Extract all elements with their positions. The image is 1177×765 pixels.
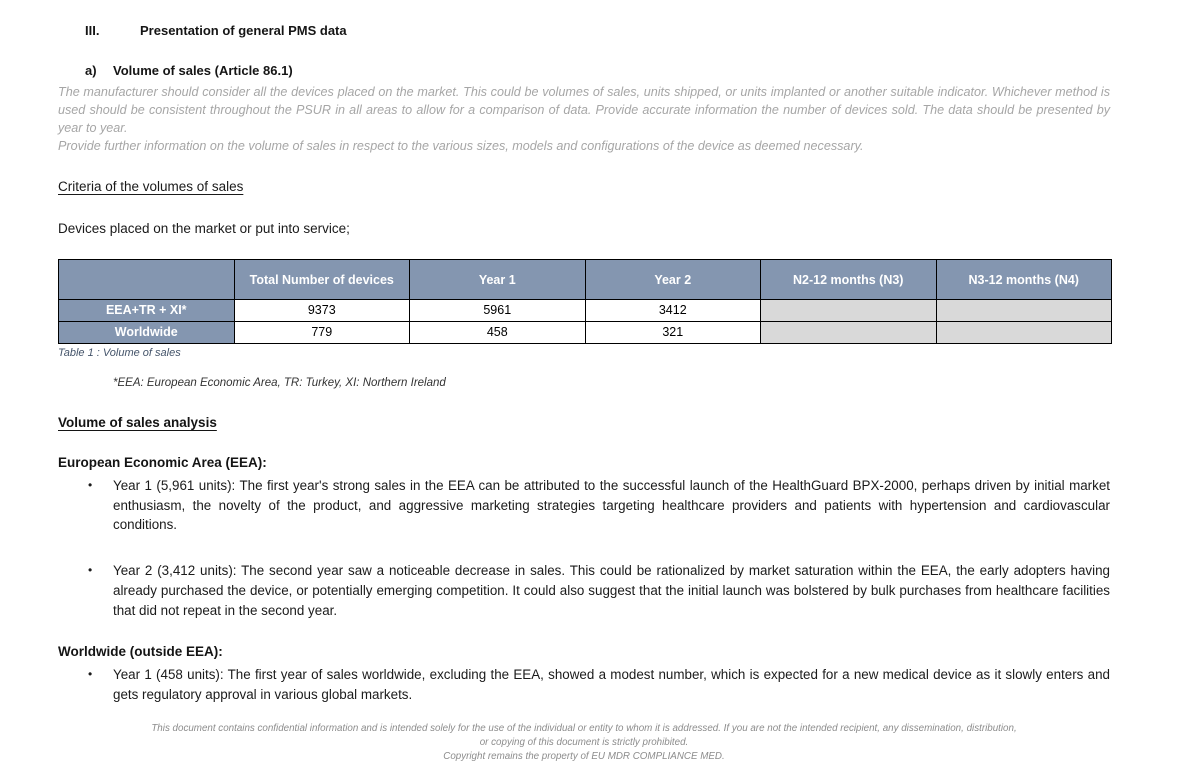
row-label-eea: EEA+TR + XI* bbox=[59, 300, 235, 322]
eea-section-heading: European Economic Area (EEA): bbox=[58, 455, 267, 470]
volume-of-sales-table bbox=[58, 259, 1112, 344]
table-header-blank bbox=[59, 260, 235, 300]
table-header-row bbox=[59, 260, 1112, 300]
footer-line-3: Copyright remains the property of EU MDR COMPLIANCE MED. bbox=[443, 751, 725, 763]
bullet-text: Year 1 (5,961 units): The first year's strong sales in the EEA can be attributed to the successful launch of the HealthGuard BPX-2000, perhaps driven by initial market enthusiasm, the novelty of the product, and aggressive marketing strategies targeting healthcare providers and patients with hypertension and cardiovascular conditions. bbox=[113, 478, 1110, 533]
table-header-n3: N2-12 months (N3) bbox=[761, 260, 937, 300]
bullet-icon: • bbox=[88, 478, 93, 492]
footer-line-1: This document contains confidential information and is intended solely for the use of the individual or entity to whom it is addressed. If you are not the intended recipient, any dissemination, distribution, bbox=[151, 722, 1017, 734]
cell-ww-year2: 321 bbox=[585, 322, 761, 344]
list-item-eea-year1 bbox=[58, 476, 1110, 535]
subsection-title: Volume of sales (Article 86.1) bbox=[113, 63, 293, 78]
section-title: Presentation of general PMS data bbox=[140, 23, 347, 38]
list-item-eea-year2 bbox=[58, 561, 1110, 620]
row-label-worldwide: Worldwide bbox=[59, 322, 235, 344]
section-number: III. bbox=[85, 23, 100, 38]
table-footnote: *EEA: European Economic Area, TR: Turkey, XI: Northern Ireland bbox=[113, 377, 446, 389]
table-header-total-devices: Total Number of devices bbox=[234, 260, 410, 300]
cell-eea-n3 bbox=[761, 300, 937, 322]
cell-ww-year1: 458 bbox=[410, 322, 586, 344]
bullet-icon: • bbox=[88, 563, 93, 578]
table-header-year1: Year 1 bbox=[410, 260, 586, 300]
guidance-paragraph-2: Provide further information on the volume of sales in respect to the various sizes, models and configurations of the device as deemed necessary. bbox=[58, 139, 864, 153]
worldwide-section-heading: Worldwide (outside EEA): bbox=[58, 644, 223, 660]
bullet-text: Year 1 (458 units): The first year of sales worldwide, excluding the EEA, showed a modest number, which is expected for a new medical device as it slowly enters and gets regulatory approval in various global markets. bbox=[113, 667, 1110, 702]
bullet-icon: • bbox=[88, 667, 93, 682]
subsection-heading bbox=[85, 63, 1110, 78]
footer-line-2: or copying of this document is strictly prohibited. bbox=[479, 737, 689, 749]
cell-ww-n4 bbox=[936, 322, 1112, 344]
table-header-year2: Year 2 bbox=[585, 260, 761, 300]
criteria-text: Devices placed on the market or put into service; bbox=[58, 221, 350, 236]
table-caption: Table 1 : Volume of sales bbox=[58, 347, 181, 359]
cell-eea-n4 bbox=[936, 300, 1112, 322]
cell-eea-year1: 5961 bbox=[410, 300, 586, 322]
section-heading bbox=[85, 23, 1110, 38]
cell-eea-year2: 3412 bbox=[585, 300, 761, 322]
table-header-n4: N3-12 months (N4) bbox=[936, 260, 1112, 300]
cell-ww-n3 bbox=[761, 322, 937, 344]
cell-eea-total: 9373 bbox=[234, 300, 410, 322]
criteria-heading: Criteria of the volumes of sales bbox=[58, 179, 244, 194]
bullet-text: Year 2 (3,412 units): The second year saw a noticeable decrease in sales. This could be rationalized by market saturation within the EEA, the early adopters having already purchased the device, or potentially emerging competition. It could also suggest that the initial launch was bolstered by bulk purchases from healthcare facilities that did not repeat in the second year. bbox=[113, 563, 1110, 618]
guidance-text bbox=[58, 83, 1110, 155]
table-row-eea bbox=[59, 300, 1112, 322]
analysis-heading: Volume of sales analysis bbox=[58, 415, 217, 430]
table-row-worldwide bbox=[59, 322, 1112, 344]
confidentiality-footer bbox=[58, 722, 1110, 765]
list-item-ww-year1 bbox=[58, 665, 1110, 704]
guidance-paragraph-1: The manufacturer should consider all the devices placed on the market. This could be volumes of sales, units shipped, or units implanted or another suitable indicator. Whichever method is used should be consistent throughout the PSUR in all areas to allow for a comparison of data. Provide accurate information the number of devices sold. The data should be presented by year to year. bbox=[58, 85, 1110, 135]
cell-ww-total: 779 bbox=[234, 322, 410, 344]
subsection-letter: a) bbox=[85, 63, 97, 78]
